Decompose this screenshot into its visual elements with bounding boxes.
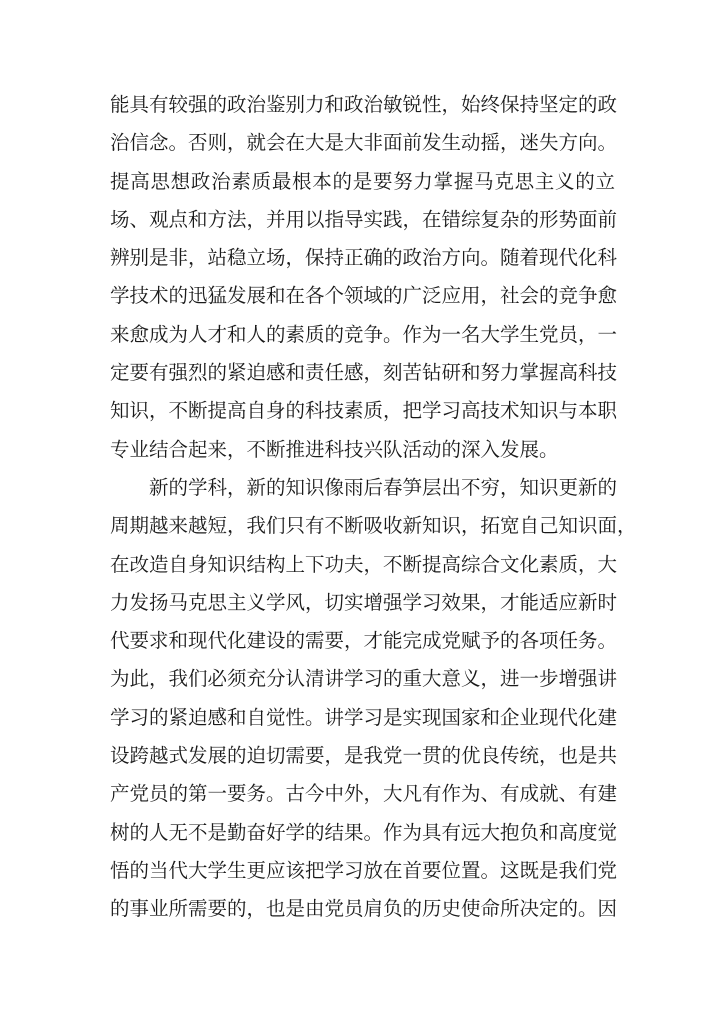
- text-line: 场、观点和方法，并用以指导实践，在错综复杂的形势面前: [110, 207, 618, 231]
- text-line: 新的学科，新的知识像雨后春笋层出不穷，知识更新的: [149, 475, 618, 499]
- text-line: 产党员的第一要务。古今中外，大凡有作为、有成就、有建: [110, 782, 618, 806]
- text-line: 周期越来越短，我们只有不断吸收新知识，拓宽自己知识面，: [110, 514, 637, 538]
- text-line: 的事业所需要的，也是由党员肩负的历史使命所决定的。因: [110, 897, 618, 921]
- text-line: 在改造自身知识结构上下功夫，不断提高综合文化素质，大: [110, 552, 618, 576]
- text-line: 提高思想政治素质最根本的是要努力掌握马克思主义的立: [110, 169, 615, 193]
- text-line: 专业结合起来，不断推进科技兴队活动的深入发展。: [110, 437, 559, 461]
- text-line: 力发扬马克思主义学风，切实增强学习效果，才能适应新时: [110, 590, 618, 614]
- text-line: 学技术的迅猛发展和在各个领域的广泛应用，社会的竞争愈: [110, 284, 618, 308]
- text-line: 能具有较强的政治鉴别力和政治敏锐性，始终保持坚定的政: [110, 93, 618, 116]
- text-line: 治信念。否则，就会在大是大非面前发生动摇，迷失方向。: [110, 131, 618, 155]
- text-line: 设跨越式发展的迫切需要，是我党一贯的优良传统，也是共: [110, 744, 618, 768]
- text-line: 辨别是非，站稳立场，保持正确的政治方向。随着现代化科: [110, 246, 618, 270]
- body-text: [110, 86, 637, 929]
- text-line: 为此，我们必须充分认清讲学习的重大意义，进一步增强讲: [110, 667, 618, 691]
- text-line: 代要求和现代化建设的需要，才能完成党赋予的各项任务。: [110, 629, 618, 653]
- text-line: 树的人无不是勤奋好学的结果。作为具有远大抱负和高度觉: [110, 820, 618, 844]
- text-line: 学习的紧迫感和自觉性。讲学习是实现国家和企业现代化建: [110, 705, 618, 729]
- text-line: 悟的当代大学生更应该把学习放在首要位置。这既是我们党: [110, 858, 618, 882]
- text-line: 定要有强烈的紧迫感和责任感，刻苦钻研和努力掌握高科技: [110, 361, 618, 385]
- text-line: 来愈成为人才和人的素质的竞争。作为一名大学生党员，一: [110, 322, 618, 346]
- text-line: 知识，不断提高自身的科技素质，把学习高技术知识与本职: [110, 399, 618, 423]
